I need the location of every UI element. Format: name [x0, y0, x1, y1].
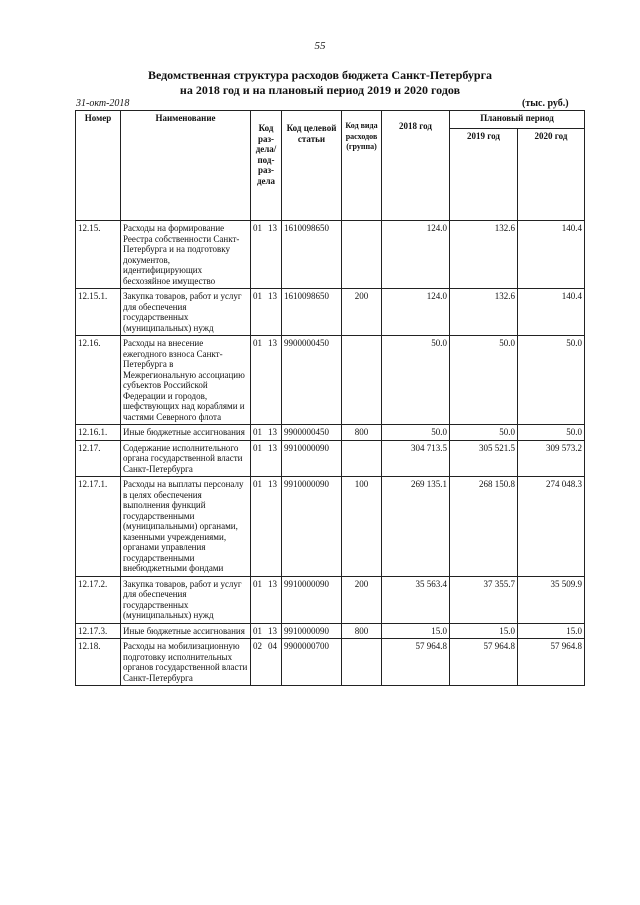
row-amount-2018: 124.0	[382, 221, 450, 289]
row-section: 01	[253, 442, 262, 453]
title-line-1: Ведомственная структура расходов бюджета Санкт-Петербурга	[147, 68, 493, 82]
row-amount-2020: 50.0	[518, 336, 585, 425]
row-amount-2019: 50.0	[450, 336, 518, 425]
header-year-2019: 2019 год	[450, 129, 518, 221]
row-name: Иные бюджетные ассигнования	[121, 623, 251, 639]
row-target-code: 1610098650	[282, 221, 342, 289]
header-year-2020: 2020 год	[518, 129, 585, 221]
row-subsection: 13	[268, 338, 277, 348]
table-row	[76, 477, 585, 577]
row-subsection: 13	[268, 625, 277, 636]
row-target-code: 9910000090	[282, 477, 342, 577]
row-name: Содержание исполнительного органа государственной власти Санкт-Петербурга	[121, 440, 251, 477]
row-target-code: 9900000700	[282, 639, 342, 686]
row-expense-type-code	[342, 639, 382, 686]
row-expense-type-code: 800	[342, 623, 382, 639]
row-number: 12.17.1.	[76, 477, 121, 577]
row-section: 01	[253, 223, 262, 233]
row-section: 01	[253, 427, 262, 437]
header-number: Номер	[76, 111, 121, 221]
header-target-code: Код целевой статьи	[282, 111, 342, 221]
page-number: 55	[314, 40, 326, 52]
row-name: Расходы на мобилизационную подготовку исполнительных органов государственной власти Санкт-Петербурга	[121, 639, 251, 686]
row-amount-2020: 309 573.2	[518, 440, 585, 477]
row-target-code: 9900000450	[282, 425, 342, 441]
budget-table	[75, 110, 585, 686]
row-section-code	[251, 623, 282, 639]
row-section-code	[251, 425, 282, 441]
row-amount-2020: 274 048.3	[518, 477, 585, 577]
row-number: 12.15.1.	[76, 289, 121, 336]
table-row	[76, 336, 585, 425]
table-row	[76, 576, 585, 623]
row-section-code	[251, 336, 282, 425]
row-amount-2019: 15.0	[450, 623, 518, 639]
row-section: 01	[253, 291, 262, 301]
row-section-code	[251, 477, 282, 577]
row-subsection: 13	[268, 427, 277, 437]
table-row	[76, 623, 585, 639]
table-row	[76, 440, 585, 477]
row-number: 12.16.1.	[76, 425, 121, 441]
header-expense-type-code: Код вида расходов (группа)	[342, 111, 382, 221]
row-amount-2019: 132.6	[450, 289, 518, 336]
row-target-code: 9900000450	[282, 336, 342, 425]
row-name: Закупка товаров, работ и услуг для обеспечения государственных (муниципальных) нужд	[121, 576, 251, 623]
header-name: Наименование	[121, 111, 251, 221]
row-number: 12.15.	[76, 221, 121, 289]
row-amount-2019: 132.6	[450, 221, 518, 289]
table-row	[76, 639, 585, 686]
row-amount-2018: 304 713.5	[382, 440, 450, 477]
row-section-code	[251, 440, 282, 477]
row-amount-2020: 140.4	[518, 289, 585, 336]
row-amount-2019: 305 521.5	[450, 440, 518, 477]
table-header-row	[76, 111, 585, 129]
row-name: Расходы на формирование Реестра собственности Санкт-Петербурга и на подготовку документов, идентифицирующих бесхозяйное имущество	[121, 221, 251, 289]
row-amount-2019: 57 964.8	[450, 639, 518, 686]
row-expense-type-code: 800	[342, 425, 382, 441]
row-expense-type-code	[342, 221, 382, 289]
header-planned-period: Плановый период	[450, 111, 585, 129]
row-subsection: 13	[268, 479, 277, 489]
row-section: 01	[253, 625, 262, 636]
row-expense-type-code	[342, 440, 382, 477]
row-amount-2020: 57 964.8	[518, 639, 585, 686]
row-name: Расходы на внесение ежегодного взноса Санкт-Петербурга в Межрегиональную ассоциацию субъектов Российской Федерации и городов, шефствующих над кораблями и частями Северного флота	[121, 336, 251, 425]
row-amount-2020: 50.0	[518, 425, 585, 441]
row-subsection: 13	[268, 442, 277, 453]
row-name: Иные бюджетные ассигнования	[121, 425, 251, 441]
table-row	[76, 425, 585, 441]
header-section-code: Код раз-дела/ под-раз-дела	[251, 111, 282, 221]
row-section: 01	[253, 338, 262, 348]
row-amount-2018: 269 135.1	[382, 477, 450, 577]
row-number: 12.17.	[76, 440, 121, 477]
row-section-code	[251, 289, 282, 336]
row-target-code: 1610098650	[282, 289, 342, 336]
row-amount-2020: 140.4	[518, 221, 585, 289]
row-section: 01	[253, 479, 262, 489]
row-amount-2018: 124.0	[382, 289, 450, 336]
row-amount-2018: 57 964.8	[382, 639, 450, 686]
row-expense-type-code: 200	[342, 576, 382, 623]
row-target-code: 9910000090	[282, 576, 342, 623]
row-expense-type-code: 100	[342, 477, 382, 577]
row-name: Закупка товаров, работ и услуг для обеспечения государственных (муниципальных) нужд	[121, 289, 251, 336]
row-amount-2020: 15.0	[518, 623, 585, 639]
row-section-code	[251, 639, 282, 686]
row-target-code: 9910000090	[282, 623, 342, 639]
document-title	[60, 68, 580, 98]
row-expense-type-code	[342, 336, 382, 425]
row-amount-2020: 35 509.9	[518, 576, 585, 623]
units-label: (тыс. руб.)	[522, 98, 569, 109]
row-subsection: 13	[268, 291, 277, 301]
row-number: 12.17.3.	[76, 623, 121, 639]
row-expense-type-code: 200	[342, 289, 382, 336]
row-amount-2018: 15.0	[382, 623, 450, 639]
row-section: 01	[253, 578, 262, 589]
row-target-code: 9910000090	[282, 440, 342, 477]
row-section-code	[251, 221, 282, 289]
row-section: 02	[253, 641, 262, 651]
title-line-2: на 2018 год и на плановый период 2019 и 2020 годов	[179, 83, 461, 97]
row-subsection: 13	[268, 578, 277, 589]
row-number: 12.16.	[76, 336, 121, 425]
row-amount-2018: 50.0	[382, 336, 450, 425]
row-amount-2019: 268 150.8	[450, 477, 518, 577]
row-amount-2019: 37 355.7	[450, 576, 518, 623]
row-number: 12.18.	[76, 639, 121, 686]
row-amount-2018: 50.0	[382, 425, 450, 441]
row-subsection: 04	[268, 641, 277, 651]
row-amount-2018: 35 563.4	[382, 576, 450, 623]
row-number: 12.17.2.	[76, 576, 121, 623]
row-subsection: 13	[268, 223, 277, 233]
row-amount-2019: 50.0	[450, 425, 518, 441]
row-name: Расходы на выплаты персоналу в целях обеспечения выполнения функций государственными (муниципальными) органами, казенными учреждениями, органами управления государственными внебюджетными фондами	[121, 477, 251, 577]
document-date: 31-окт-2018	[76, 98, 130, 109]
row-section-code	[251, 576, 282, 623]
header-year-2018: 2018 год	[382, 111, 450, 221]
table-row	[76, 289, 585, 336]
table-row	[76, 221, 585, 289]
